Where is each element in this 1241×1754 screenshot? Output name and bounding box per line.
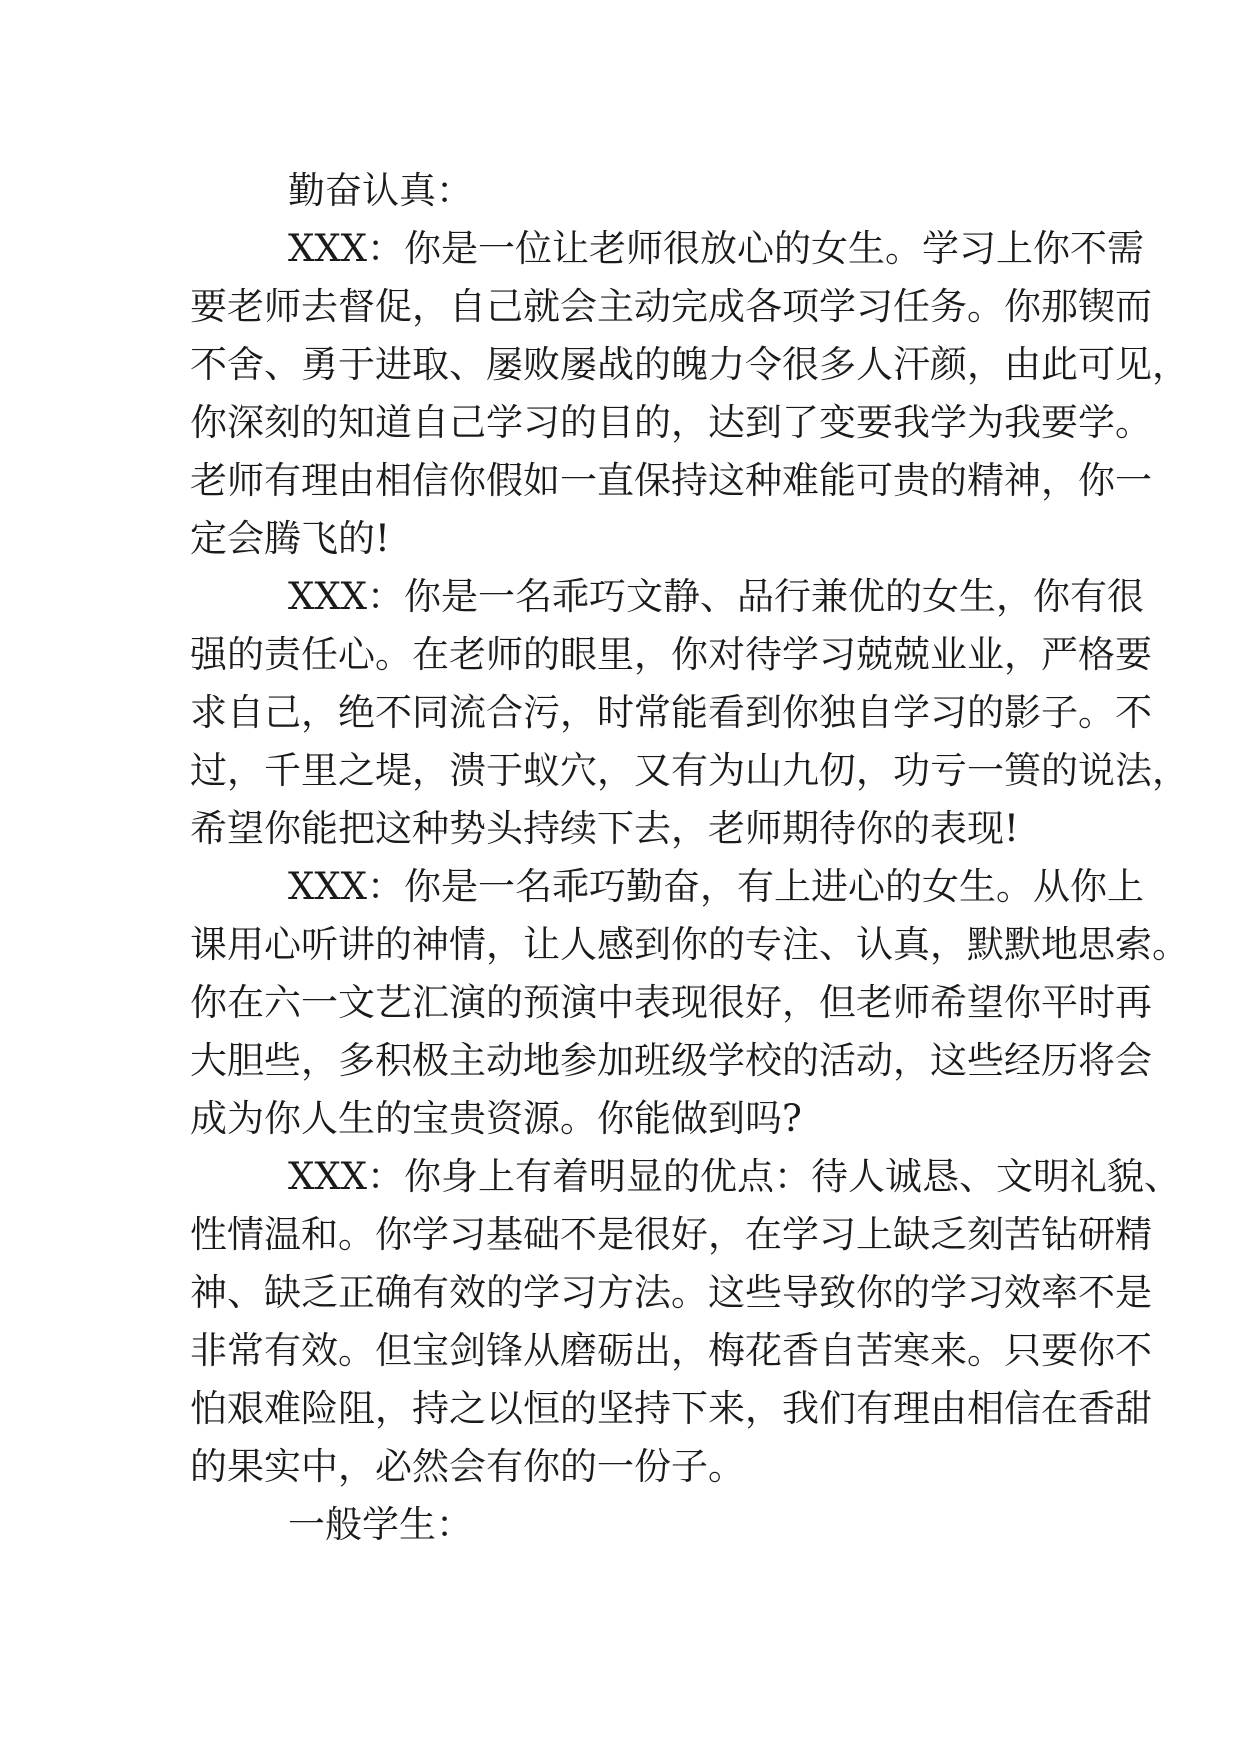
- paragraph-line: 神、缺乏正确有效的学习方法。这些导致你的学习效率不是: [190, 1271, 1152, 1314]
- comment-paragraph-2: [190, 568, 1189, 858]
- paragraph-line: XXX：你身上有着明显的优点：待人诚恳、文明礼貌、: [288, 1155, 1182, 1198]
- paragraph-line: XXX：你是一名乖巧勤奋，有上进心的女生。从你上: [288, 865, 1145, 908]
- comment-paragraph-3: [190, 858, 1189, 1148]
- paragraph-line: 成为你人生的宝贵资源。你能做到吗?: [190, 1097, 802, 1140]
- section-heading-diligent: 勤奋认真：: [288, 169, 473, 212]
- paragraph-line: 老师有理由相信你假如一直保持这种难能可贵的精神，你一: [190, 459, 1152, 502]
- paragraph-line: XXX：你是一位让老师很放心的女生。学习上你不需: [288, 227, 1145, 270]
- paragraph-line: 你深刻的知道自己学习的目的，达到了变要我学为我要学。: [190, 401, 1152, 444]
- comment-paragraph-1: [190, 220, 1189, 568]
- comment-paragraph-4: [190, 1148, 1182, 1496]
- paragraph-line: 性情温和。你学习基础不是很好，在学习上缺乏刻苦钻研精: [190, 1213, 1152, 1256]
- paragraph-line: 定会腾飞的!: [190, 517, 390, 560]
- paragraph-line: XXX：你是一名乖巧文静、品行兼优的女生，你有很: [288, 575, 1145, 618]
- section-heading-average: 一般学生：: [288, 1503, 473, 1546]
- paragraph-line: 非常有效。但宝剑锋从磨砺出，梅花香自苦寒来。只要你不: [190, 1329, 1152, 1372]
- paragraph-line: 求自己，绝不同流合污，时常能看到你独自学习的影子。不: [190, 691, 1152, 734]
- paragraph-line: 强的责任心。在老师的眼里，你对待学习兢兢业业，严格要: [190, 633, 1152, 676]
- paragraph-line: 你在六一文艺汇演的预演中表现很好，但老师希望你平时再: [190, 981, 1152, 1024]
- document-page: [190, 162, 1189, 1554]
- paragraph-line: 课用心听讲的神情，让人感到你的专注、认真，默默地思索。: [190, 923, 1189, 966]
- paragraph-line: 的果实中，必然会有你的一份子。: [190, 1445, 745, 1488]
- paragraph-line: 大胆些，多积极主动地参加班级学校的活动，这些经历将会: [190, 1039, 1152, 1082]
- paragraph-line: 要老师去督促，自己就会主动完成各项学习任务。你那锲而: [190, 285, 1152, 328]
- paragraph-line: 怕艰难险阻，持之以恒的坚持下来，我们有理由相信在香甜: [190, 1387, 1152, 1430]
- paragraph-line: 希望你能把这种势头持续下去，老师期待你的表现!: [190, 807, 1019, 850]
- paragraph-line: 不舍、勇于进取、屡败屡战的魄力令很多人汗颜，由此可见，: [190, 343, 1189, 386]
- paragraph-line: 过，千里之堤，溃于蚁穴，又有为山九仞，功亏一篑的说法，: [190, 749, 1189, 792]
